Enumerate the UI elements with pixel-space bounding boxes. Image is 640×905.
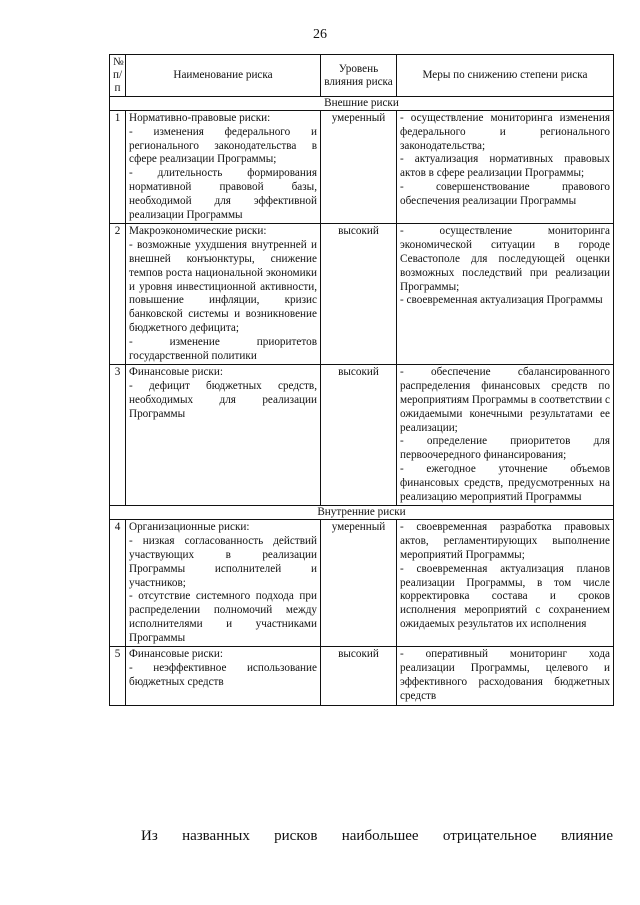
row-num: 5	[110, 647, 126, 705]
risk-name: Организационные риски: - низкая согласованность действий участвующих в реализации Программы исполнителей и участников; - отсутствие системного подхода при распределении полномочий между исполнителями и участниками Программы	[126, 520, 321, 647]
risk-measures: - своевременная разработка правовых актов, регламентирующих выполнение мероприятий Программы; - своевременная актуализация планов реализации Программы, в том числе корректировка состава и сроков исполнения мероприятий с сохранением ожидаемых результатов их исполнения	[397, 520, 614, 647]
risk-name: Макроэкономические риски: - возможные ухудшения внутренней и внешней конъюнктуры, снижение темпов роста национальной экономики и уровня инвестиционной активности, повышение инфляции, кризис банковской системы и возникновение бюджетного дефицита; - изменение приоритетов государственной политики	[126, 224, 321, 365]
row-num: 2	[110, 224, 126, 365]
risk-level: умеренный	[321, 111, 397, 224]
header-name: Наименование риска	[126, 55, 321, 97]
row-num: 3	[110, 365, 126, 506]
header-measures: Меры по снижению степени риска	[397, 55, 614, 97]
row-num: 1	[110, 111, 126, 224]
table-row	[110, 111, 614, 224]
section-row-internal	[110, 506, 614, 520]
header-level: Уровень влияния риска	[321, 55, 397, 97]
table-row	[110, 647, 614, 705]
section-title: Внутренние риски	[110, 506, 614, 520]
risk-table	[109, 54, 614, 706]
risk-level: высокий	[321, 365, 397, 506]
row-num: 4	[110, 520, 126, 647]
risk-name: Нормативно-правовые риски: - изменения федерального и регионального законодательства в сфере реализации Программы; - длительность формирования нормативной правовой базы, необходимой для эффективной реализации Программы	[126, 111, 321, 224]
risk-name: Финансовые риски: - неэффективное использование бюджетных средств	[126, 647, 321, 705]
continuation-paragraph: Из названных рисков наибольшее отрицательное влияние	[141, 828, 613, 844]
header-num: № п/п	[110, 55, 126, 97]
risk-measures: - обеспечение сбалансированного распределения финансовых средств по мероприятиям Программы в соответствии с ожидаемыми конечными результатами ее реализации; - определение приоритетов для первоочередного финансирования; - ежегодное уточнение объемов финансовых средств, предусмотренных на реализацию мероприятий Программы	[397, 365, 614, 506]
table-row	[110, 365, 614, 506]
risk-level: умеренный	[321, 520, 397, 647]
risk-measures: - осуществление мониторинга экономической ситуации в городе Севастополе для последующей оценки возможных последствий при реализации Программы; - своевременная актуализация Программы	[397, 224, 614, 365]
section-row-external	[110, 97, 614, 111]
table-row	[110, 520, 614, 647]
risk-measures: - оперативный мониторинг хода реализации Программы, целевого и эффективного расходования бюджетных средств	[397, 647, 614, 705]
risk-name: Финансовые риски: - дефицит бюджетных средств, необходимых для реализации Программы	[126, 365, 321, 506]
page-number: 26	[313, 27, 327, 42]
risk-measures: - осуществление мониторинга изменения федерального и регионального законодательства; - актуализация нормативных правовых актов в сфере реализации Программы; - совершенствование правового обеспечения реализации Программы	[397, 111, 614, 224]
table-row	[110, 224, 614, 365]
section-title: Внешние риски	[110, 97, 614, 111]
table-header-row	[110, 55, 614, 97]
risk-level: высокий	[321, 647, 397, 705]
risk-level: высокий	[321, 224, 397, 365]
